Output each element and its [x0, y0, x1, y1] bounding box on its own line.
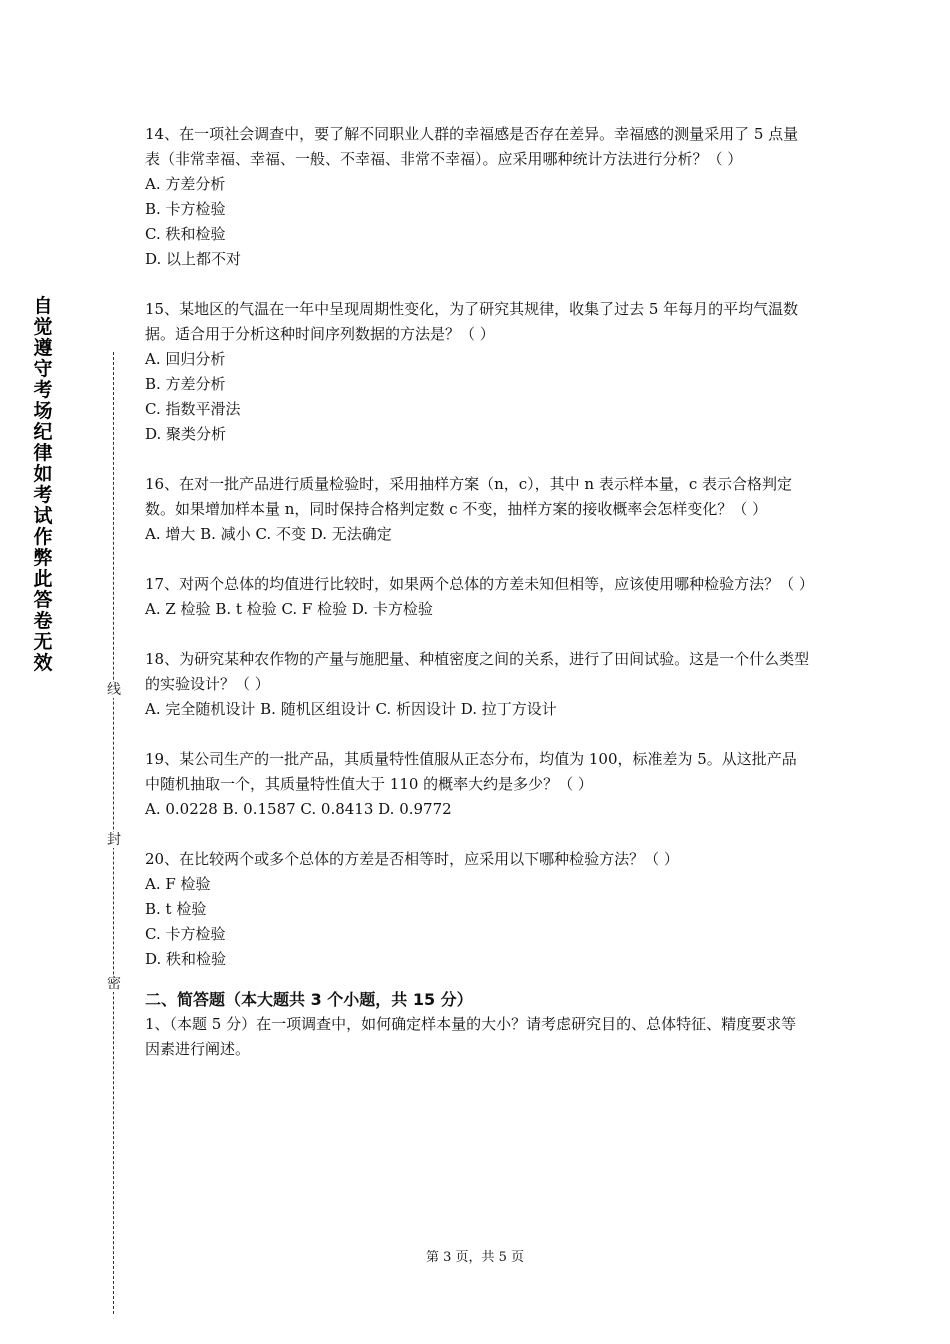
question-15 [145, 297, 810, 447]
question-20 [145, 847, 810, 972]
option-d: D. 以上都不对 [145, 250, 242, 268]
question-19 [145, 747, 810, 822]
option-c: C. 秩和检验 [145, 225, 226, 243]
options-line: A. 增大 B. 减小 C. 不变 D. 无法确定 [145, 525, 392, 543]
seal-mark-line: 线 [107, 682, 121, 698]
question-stem: 20、在比较两个或多个总体的方差是否相等时，应采用以下哪种检验方法？（ ） [145, 850, 679, 868]
options-line: A. 0.0228 B. 0.1587 C. 0.8413 D. 0.9772 [145, 800, 452, 818]
question-stem: 18、为研究某种农作物的产量与施肥量、种植密度之间的关系，进行了田间试验。这是一个什么类型的实验设计？（ ） [145, 650, 810, 693]
section-title-short-answer: 二、简答题（本大题共 3 个小题，共 15 分） [145, 990, 473, 1009]
page-footer: 第 3 页，共 5 页 [425, 1250, 525, 1265]
seal-mark-secret: 密 [107, 976, 121, 992]
options-line: A. Z 检验 B. t 检验 C. F 检验 D. 卡方检验 [145, 600, 433, 618]
option-c: C. 卡方检验 [145, 925, 226, 943]
option-a: A. 回归分析 [145, 350, 226, 368]
seal-mark-seal: 封 [107, 832, 121, 848]
question-stem: 19、某公司生产的一批产品，其质量特性值服从正态分布，均值为 100，标准差为 5。从这批产品中随机抽取一个，其质量特性值大于 110 的概率大约是多少？（ ） [145, 750, 797, 793]
exam-content [145, 122, 814, 1062]
question-stem: 17、对两个总体的均值进行比较时，如果两个总体的方差未知但相等，应该使用哪种检验方法？（ ） [145, 575, 814, 593]
option-b: B. 方差分析 [145, 375, 226, 393]
option-c: C. 指数平滑法 [145, 400, 241, 418]
question-stem: 16、在对一批产品进行质量检验时，采用抽样方案（n，c），其中 n 表示样本量，c 表示合格判定数。如果增加样本量 n，同时保持合格判定数 c 不变，抽样方案的接收概率会怎样变化？（ ） [145, 475, 793, 518]
option-d: D. 秩和检验 [145, 950, 227, 968]
exam-discipline-warning: 自 觉 遵 守 考 场 纪 律 如 考 试 作 弊 此 答 卷 无 效 [33, 295, 53, 674]
option-b: B. t 检验 [145, 900, 207, 918]
option-d: D. 聚类分析 [145, 425, 227, 443]
option-b: B. 卡方检验 [145, 200, 226, 218]
question-14 [145, 122, 810, 272]
option-a: A. F 检验 [145, 875, 211, 893]
option-a: A. 方差分析 [145, 175, 226, 193]
question-17 [145, 572, 814, 622]
options-line: A. 完全随机设计 B. 随机区组设计 C. 析因设计 D. 拉丁方设计 [145, 700, 557, 718]
question-stem: 14、在一项社会调查中，要了解不同职业人群的幸福感是否存在差异。幸福感的测量采用了 5 点量表（非常幸福、幸福、一般、不幸福、非常不幸福）。应采用哪种统计方法进行分析？（ ） [145, 125, 799, 168]
question-stem: 15、某地区的气温在一年中呈现周期性变化，为了研究其规律，收集了过去 5 年每月的平均气温数据。适合用于分析这种时间序列数据的方法是？（ ） [145, 300, 799, 343]
question-18 [145, 647, 810, 722]
short-answer-question-1: 1、（本题 5 分）在一项调查中，如何确定样本量的大小？请考虑研究目的、总体特征、精度要求等因素进行阐述。 [145, 1015, 797, 1058]
question-16 [145, 472, 810, 547]
